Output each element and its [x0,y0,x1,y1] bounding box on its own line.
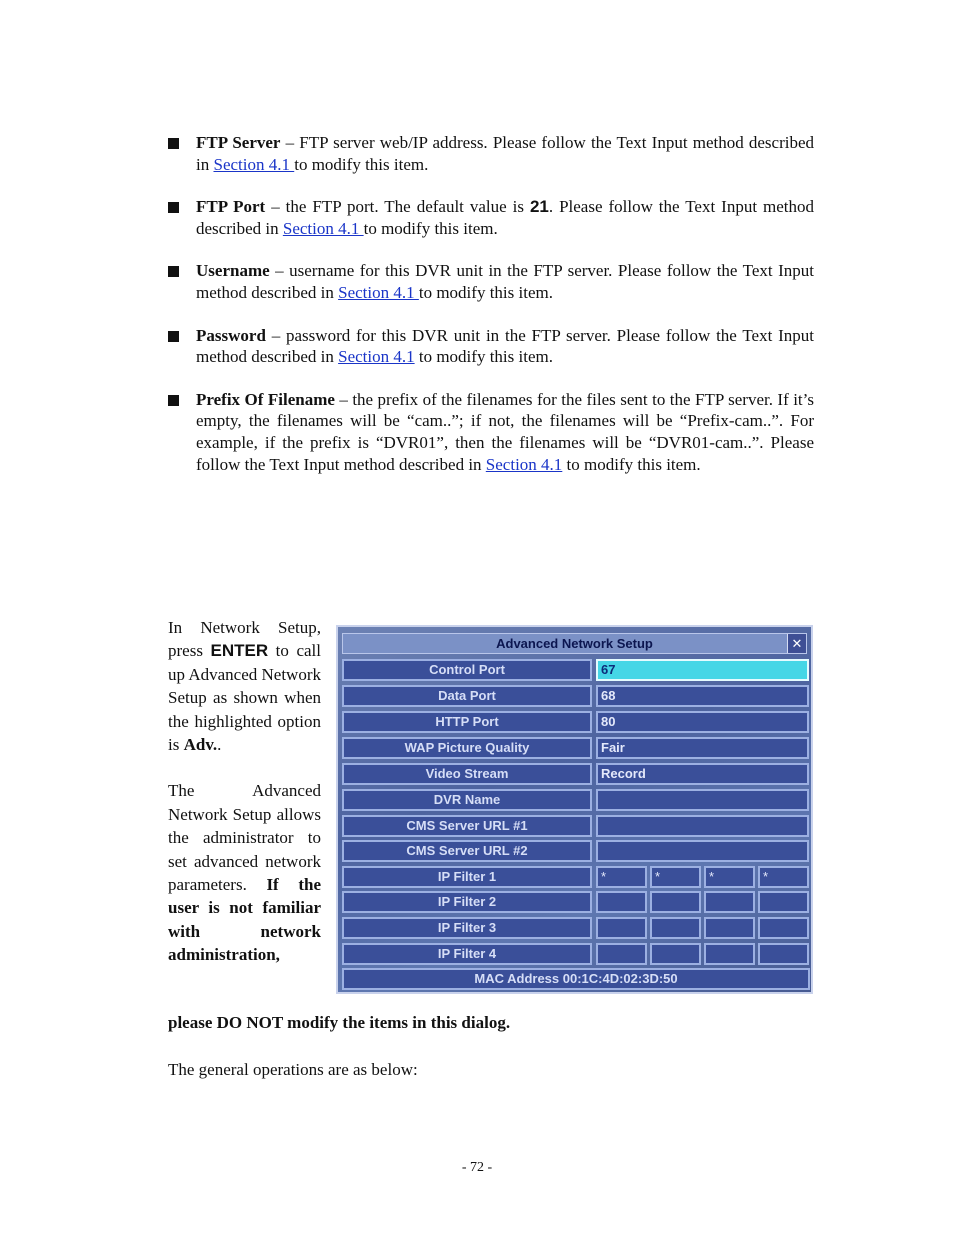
control-port-field[interactable]: 67 [596,659,809,681]
section-link[interactable]: Section 4.1 [338,347,415,367]
bullet-ftp-port: FTP Port – the FTP port. The default value is 21. Please follow the Text Input method described in Section 4.1 to modify this item. [168,196,814,239]
square-bullet-icon [168,138,179,149]
section-link[interactable]: Section 4.1 [338,282,419,302]
field-label: HTTP Port [342,711,592,733]
ip-octet-field[interactable] [704,917,755,939]
warning-continuation: please DO NOT modify the items in this dialog. [168,1013,511,1032]
row-cms-server-url-2[interactable] [342,840,810,862]
page-number: - 72 - [461,1160,493,1175]
field-label: IP Filter 2 [342,891,592,913]
bullet-list [168,132,814,496]
bullet-password: Password – password for this DVR unit in the FTP server. Please follow the Text Input method described in Section 4.1 to modify this item. [168,325,814,368]
row-control-port[interactable] [342,659,810,681]
row-cms-server-url-1[interactable] [342,815,810,837]
ip-octet-field[interactable]: * [758,866,809,888]
dvr-name-field[interactable] [596,789,809,811]
field-label: WAP Picture Quality [342,737,592,759]
http-port-field[interactable]: 80 [596,711,809,733]
row-ip-filter-1[interactable] [342,866,810,888]
square-bullet-icon [168,202,179,213]
row-ip-filter-4[interactable] [342,943,810,965]
field-label: DVR Name [342,789,592,811]
section-link[interactable]: Section 4.1 [485,454,563,474]
section-link[interactable]: Section 4.1 [282,218,364,238]
paragraph-intro: In Network Setup, press ENTER to call up Advanced Network Setup as shown when the highlighted option is Adv.. [168,618,321,755]
bullet-ftp-server: FTP Server – FTP server web/IP address. Please follow the Text Input method described in Section 4.1 to modify this item. [168,132,814,175]
ip-octet-field[interactable] [758,943,809,965]
ip-octet-field[interactable]: * [596,866,647,888]
bullet-prefix-of-filename: Prefix Of Filename – the prefix of the filenames for the files sent to the FTP server. If it’s empty, the filenames will be “cam..”; if not, the filenames will be “Prefix-cam..”. For example, if the prefix is “DVR01”, then the filenames will be “DVR01-cam..”. Please follow the Text Input method described in Section 4.1 to modify this item. [168,389,814,475]
ip-octet-field[interactable] [704,943,755,965]
row-dvr-name[interactable] [342,789,810,811]
adv-option: Adv. [183,735,218,755]
ip-octet-field[interactable]: * [650,866,701,888]
data-port-field[interactable]: 68 [596,685,809,707]
mac-address: MAC Address 00:1C:4D:02:3D:50 [342,968,810,990]
row-data-port[interactable] [342,685,810,707]
term: Prefix Of Filename [196,389,335,409]
ip-octet-field[interactable]: * [704,866,755,888]
field-label: Video Stream [342,763,592,785]
dialog-title: Advanced Network Setup ✕ [342,633,807,654]
cms-url-2-field[interactable] [596,840,809,862]
ip-octet-field[interactable] [596,917,647,939]
paragraph-warning: The Advanced Network Setup allows the administrator to set advanced network parameters. If the user is not familiar with network administration, [168,781,321,965]
square-bullet-icon [168,395,179,406]
advanced-network-setup-dialog [336,625,813,994]
wap-quality-field[interactable]: Fair [596,737,809,759]
field-label: IP Filter 1 [342,866,592,888]
field-label: CMS Server URL #1 [342,815,592,837]
row-ip-filter-3[interactable] [342,917,810,939]
video-stream-field[interactable]: Record [596,763,809,785]
ip-octet-field[interactable] [596,943,647,965]
general-operations-text: The general operations are as below: [168,1060,418,1079]
enter-key: ENTER [210,641,269,661]
term: Username [196,261,270,281]
term: FTP Port [196,197,266,217]
row-http-port[interactable] [342,711,810,733]
term: Password [196,325,266,345]
field-label: Data Port [342,685,592,707]
field-label: IP Filter 4 [342,943,592,965]
section-link[interactable]: Section 4.1 [213,154,295,174]
bullet-username: Username – username for this DVR unit in the FTP server. Please follow the Text Input method described in Section 4.1 to modify this item. [168,260,814,303]
row-video-stream[interactable] [342,763,810,785]
side-text [168,616,321,990]
field-label: IP Filter 3 [342,917,592,939]
field-label: Control Port [342,659,592,681]
ip-octet-field[interactable] [596,891,647,913]
cms-url-1-field[interactable] [596,815,809,837]
ip-octet-field[interactable] [704,891,755,913]
term: FTP Server [196,133,281,152]
square-bullet-icon [168,266,179,277]
ip-octet-field[interactable] [650,943,701,965]
field-label: CMS Server URL #2 [342,840,592,862]
ip-octet-field[interactable] [650,917,701,939]
ip-octet-field[interactable] [758,917,809,939]
close-icon[interactable]: ✕ [787,634,806,653]
square-bullet-icon [168,331,179,342]
ip-octet-field[interactable] [758,891,809,913]
row-ip-filter-2[interactable] [342,891,810,913]
ip-octet-field[interactable] [650,891,701,913]
default-value: 21 [529,197,549,217]
row-wap-picture-quality[interactable] [342,737,810,759]
